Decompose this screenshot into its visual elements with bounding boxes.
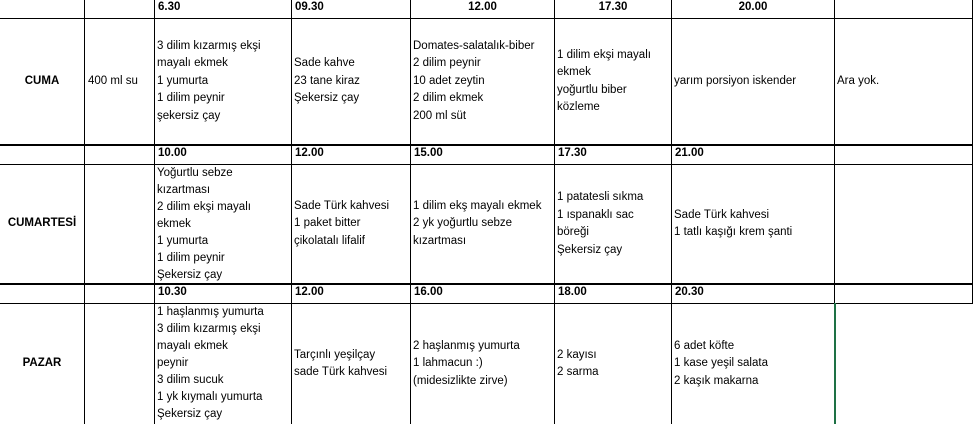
meal-cell[interactable]	[292, 165, 411, 285]
meal-line: 1 lahmacun :)	[413, 357, 483, 370]
meal-cell[interactable]	[672, 304, 835, 424]
time-header[interactable]: 16.00	[411, 285, 555, 304]
time-header[interactable]: 20.00	[672, 0, 835, 19]
meal-line: Yoğurtlu sebze	[157, 167, 233, 179]
time-header[interactable]: 12.00	[292, 285, 411, 304]
meal-line: 200 ml süt	[413, 109, 467, 122]
meal-line: Şekersiz çay	[557, 243, 623, 256]
meal-line: 1 tatlı kaşığı krem şanti	[674, 226, 793, 238]
time-header[interactable]: 09.30	[292, 0, 411, 19]
cell-empty[interactable]	[835, 146, 973, 165]
meal-line: 2 dilim ekşi mayalı	[157, 201, 251, 213]
meal-line: 6 adet köfte	[674, 339, 735, 352]
time-header[interactable]: 17.30	[555, 146, 672, 165]
time-header[interactable]: 17.30	[555, 0, 672, 19]
meal-cell[interactable]	[292, 304, 411, 424]
meal-line: kızartması	[157, 184, 211, 196]
meal-line: 23 tane kiraz	[294, 74, 360, 87]
day-label[interactable]: CUMA	[0, 19, 85, 146]
selected-cell-outline[interactable]	[834, 303, 838, 424]
water-cell[interactable]: 400 ml su	[85, 19, 155, 146]
note-text: Ara yok.	[837, 74, 880, 87]
time-header[interactable]: 12.00	[411, 0, 555, 19]
time-header[interactable]: 12.00	[292, 146, 411, 165]
meal-line: 1 yumurta	[157, 235, 209, 247]
water-cell[interactable]	[85, 165, 155, 285]
day-label[interactable]: CUMARTESİ	[0, 165, 85, 285]
meal-line: Sade kahve	[294, 57, 355, 70]
cell-empty[interactable]	[85, 285, 155, 304]
meal-cell[interactable]	[411, 304, 555, 424]
meal-cell[interactable]	[555, 19, 672, 146]
time-header[interactable]: 10.00	[155, 146, 292, 165]
water-cell[interactable]	[85, 304, 155, 424]
meal-line: 1 ıspanaklı sac	[557, 208, 634, 221]
note-cell[interactable]	[835, 19, 973, 146]
note-cell[interactable]	[835, 165, 973, 285]
meal-line: 3 dilim kızarmış ekşi	[157, 39, 261, 52]
meal-line: kızartması	[413, 234, 467, 247]
meal-line: 1 dilim peynir	[157, 92, 225, 105]
meal-line: 1 kase yeşil salata	[674, 357, 768, 370]
meal-line: böreği	[557, 226, 589, 238]
meal-line: Tarçınlı yeşilçay	[294, 348, 376, 361]
cell-empty[interactable]	[85, 146, 155, 165]
note-cell[interactable]	[835, 304, 973, 424]
meal-line: yarım porsiyon iskender	[674, 74, 797, 87]
meal-line: 1 haşlanmış yumurta	[157, 306, 264, 318]
cell-empty[interactable]	[85, 0, 155, 19]
meal-line: 1 dilim ekşi mayalı	[557, 48, 651, 61]
cell-empty[interactable]	[835, 0, 973, 19]
meal-line: 2 dilim ekmek	[413, 92, 484, 105]
time-header[interactable]: 21.00	[672, 146, 835, 165]
meal-line: mayalı ekmek	[157, 340, 228, 352]
time-header[interactable]: 6.30	[155, 0, 292, 19]
meal-line: 2 yk yoğurtlu sebze	[413, 217, 513, 230]
meal-cell[interactable]	[155, 165, 292, 285]
meal-line: sade Türk kahvesi	[294, 366, 388, 378]
meal-line: Sade Türk kahvesi	[674, 208, 770, 221]
meal-line: 1 dilim ekş mayalı ekmek	[413, 199, 542, 212]
meal-line: (midesizlikte zirve)	[413, 374, 508, 387]
meal-line: peynir	[157, 357, 189, 369]
meal-line: 2 kaşık makarna	[674, 374, 759, 387]
meal-cell[interactable]	[555, 304, 672, 424]
meal-line: 2 sarma	[557, 366, 599, 378]
meal-line: 10 adet zeytin	[413, 74, 485, 87]
meal-line: közleme	[557, 101, 600, 113]
meal-line: şekersiz çay	[157, 109, 221, 122]
meal-line: 3 dilim kızarmış ekşi	[157, 323, 261, 335]
meal-line: mayalı ekmek	[157, 57, 228, 70]
meal-line: Şekersiz çay	[157, 408, 223, 420]
meal-line: 1 yk kıymalı yumurta	[157, 391, 263, 403]
meal-line: 1 paket bitter	[294, 217, 361, 230]
meal-line: çikolatalı lifalif	[294, 234, 365, 247]
meal-line: 2 dilim peynir	[413, 57, 481, 70]
meal-cell[interactable]	[555, 165, 672, 285]
meal-line: Şekersiz çay	[294, 92, 360, 105]
meal-cell[interactable]	[672, 165, 835, 285]
meal-cell[interactable]	[411, 165, 555, 285]
meal-line: ekmek	[557, 66, 591, 78]
cell-empty[interactable]	[0, 0, 85, 19]
time-header[interactable]: 15.00	[411, 146, 555, 165]
meal-line: Şekersiz çay	[157, 269, 223, 281]
meal-line: 1 yumurta	[157, 74, 209, 87]
meal-cell[interactable]	[155, 304, 292, 424]
meal-line: 2 haşlanmış yumurta	[413, 339, 520, 352]
meal-line: 3 dilim sucuk	[157, 374, 224, 386]
meal-cell[interactable]	[411, 19, 555, 146]
meal-line: yoğurtlu biber	[557, 83, 627, 96]
day-label[interactable]: PAZAR	[0, 304, 85, 424]
time-header[interactable]: 10.30	[155, 285, 292, 304]
meal-line: Domates-salatalık-biber	[413, 39, 535, 52]
meal-line: 1 patatesli sıkma	[557, 191, 644, 203]
cell-empty[interactable]	[835, 285, 973, 304]
meal-line: 2 kayısı	[557, 348, 597, 361]
meal-line: Sade Türk kahvesi	[294, 199, 390, 212]
meal-cell[interactable]	[672, 19, 835, 146]
meal-line: 1 dilim peynir	[157, 252, 225, 264]
cell-empty[interactable]	[0, 146, 85, 165]
time-header[interactable]: 20.30	[672, 285, 835, 304]
time-header[interactable]: 18.00	[555, 285, 672, 304]
meal-cell[interactable]	[155, 19, 292, 146]
meal-line: ekmek	[157, 218, 191, 230]
cell-empty[interactable]	[0, 285, 85, 304]
meal-cell[interactable]	[292, 19, 411, 146]
